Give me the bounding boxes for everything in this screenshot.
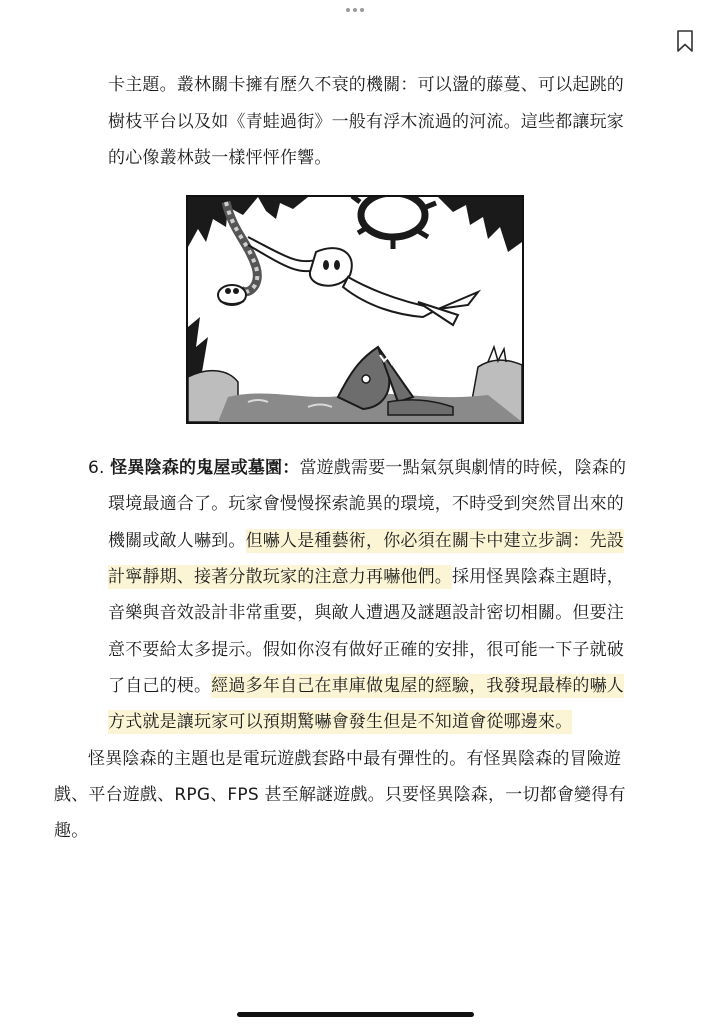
bookmark-icon[interactable] xyxy=(676,30,694,52)
text-line xyxy=(108,673,624,699)
text-line xyxy=(108,564,624,590)
text-span: 採用怪異陰森主題時， xyxy=(452,567,624,587)
text-line: 卡主題。叢林關卡擁有歷久不衰的機關：可以盪的藤蔓、可以起跳的 xyxy=(108,75,624,95)
text-span: 機關或敵人嚇到。 xyxy=(108,531,246,551)
text-line: 樹枝平台以及如《青蛙過街》一般有浮木流過的河流。這些都讓玩家 xyxy=(108,112,624,132)
text-line: 戲、平台遊戲、RPG、FPS 甚至解謎遊戲。只要怪異陰森，一切都會變得有 xyxy=(54,785,626,805)
highlighted-text[interactable]: 計寧靜期、接著分散玩家的注意力再嚇他們。 xyxy=(108,567,452,587)
text-line: 意不要給太多提示。假如你沒有做好正確的安排，很可能一下子就破 xyxy=(108,640,624,660)
text-line: 的心像叢林鼓一樣怦怦作響。 xyxy=(108,148,332,168)
text-line xyxy=(108,709,572,735)
text-span: 當遊戲需要一點氣氛與劇情的時候，陰森的 xyxy=(299,458,627,478)
highlighted-text[interactable]: 經過多年自己在車庫做鬼屋的經驗，我發現最棒的嚇人 xyxy=(211,676,625,696)
jungle-illustration xyxy=(186,195,524,424)
list-item-6-line xyxy=(88,455,626,481)
more-dots-icon[interactable] xyxy=(346,6,366,14)
text-line xyxy=(108,528,624,554)
home-indicator[interactable] xyxy=(237,1012,474,1017)
highlighted-text[interactable]: 但嚇人是種藝術，你必須在關卡中建立步調：先設 xyxy=(245,531,625,551)
highlighted-text[interactable]: 方式就是讓玩家可以預期驚嚇會發生但是不知道會從哪邊來。 xyxy=(108,712,573,732)
list-item-title: 怪異陰森的鬼屋或墓園： xyxy=(110,458,300,478)
text-line: 怪異陰森的主題也是電玩遊戲套路中最有彈性的。有怪異陰森的冒險遊 xyxy=(88,749,622,769)
text-line: 趣。 xyxy=(54,821,89,841)
list-number: 6. xyxy=(88,458,111,478)
text-line: 環境最適合了。玩家會慢慢探索詭異的環境，不時受到突然冒出來的 xyxy=(108,494,624,514)
text-line: 音樂與音效設計非常重要，與敵人遭遇及謎題設計密切相關。但要注 xyxy=(108,603,624,623)
text-span: 了自己的梗。 xyxy=(108,676,212,696)
